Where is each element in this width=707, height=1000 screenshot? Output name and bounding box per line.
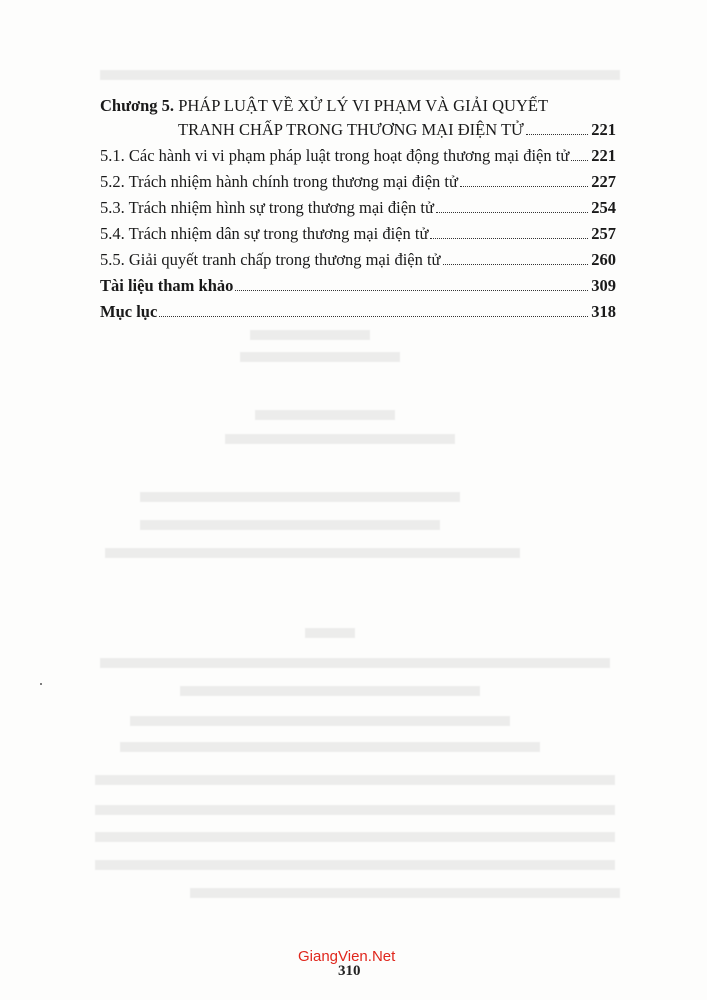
section-label: 5.5. Giải quyết tranh chấp trong thương mại điện tử (100, 250, 441, 269)
toc-references (100, 276, 616, 302)
toc-section-5-5 (100, 250, 616, 276)
section-label: 5.3. Trách nhiệm hình sự trong thương mại điện tử (100, 198, 434, 217)
bleed-through-block (100, 70, 620, 80)
section-page-number: 221 (591, 146, 616, 165)
bleed-through-block (140, 492, 460, 502)
section-label: 5.2. Trách nhiệm hành chính trong thương mại điện tử (100, 172, 458, 191)
references-label: Tài liệu tham khảo (100, 276, 234, 295)
bleed-through-block (240, 352, 400, 362)
bleed-through-block (140, 520, 440, 530)
bleed-through-block (305, 628, 355, 638)
bleed-through-block (95, 805, 615, 815)
bleed-through-block (180, 686, 480, 696)
toc-section-5-1 (100, 146, 616, 172)
toc-section-5-4 (100, 224, 616, 250)
toc-section-5-3 (100, 198, 616, 224)
bleed-through-block (100, 658, 610, 668)
bleed-through-block (225, 434, 455, 444)
dot-leader (526, 134, 588, 135)
section-page-number: 257 (591, 224, 616, 243)
toc-chapter-heading (100, 96, 616, 120)
chapter-page-number: 221 (591, 120, 616, 139)
toc-contents (100, 302, 616, 328)
chapter-title-line1: PHÁP LUẬT VỀ XỬ LÝ VI PHẠM VÀ GIẢI QUYẾT (178, 96, 549, 115)
section-page-number: 260 (591, 250, 616, 269)
section-page-number: 254 (591, 198, 616, 217)
dot-leader (436, 212, 588, 213)
table-of-contents (100, 96, 616, 328)
dot-leader (571, 160, 588, 161)
toc-section-5-2 (100, 172, 616, 198)
watermark-text: GiangVien.Net (298, 948, 396, 965)
section-label: 5.1. Các hành vi vi phạm pháp luật trong hoạt động thương mại điện tử (100, 146, 570, 165)
contents-page-number: 318 (591, 302, 616, 321)
references-page-number: 309 (591, 276, 616, 295)
chapter-title-line2: TRANH CHẤP TRONG THƯƠNG MẠI ĐIỆN TỬ (178, 120, 524, 139)
dot-leader (235, 290, 588, 291)
section-label: 5.4. Trách nhiệm dân sự trong thương mại điện tử (100, 224, 429, 243)
bleed-through-block (190, 888, 620, 898)
dot-leader (460, 186, 588, 187)
bleed-through-block (250, 330, 370, 340)
toc-chapter-title-continued (100, 120, 616, 146)
dot-leader (159, 316, 588, 317)
bleed-through-block (130, 716, 510, 726)
chapter-number: Chương 5. (100, 96, 175, 115)
dot-leader (430, 238, 588, 239)
bleed-through-block (95, 860, 615, 870)
bleed-through-block (95, 832, 615, 842)
section-page-number: 227 (591, 172, 616, 191)
bleed-through-block (255, 410, 395, 420)
bleed-through-block (120, 742, 540, 752)
page-number: 310 (338, 963, 361, 979)
bleed-through-block (95, 775, 615, 785)
dot-leader (443, 264, 589, 265)
scan-speck (40, 683, 42, 685)
contents-label: Mục lục (100, 302, 158, 321)
bleed-through-block (105, 548, 520, 558)
